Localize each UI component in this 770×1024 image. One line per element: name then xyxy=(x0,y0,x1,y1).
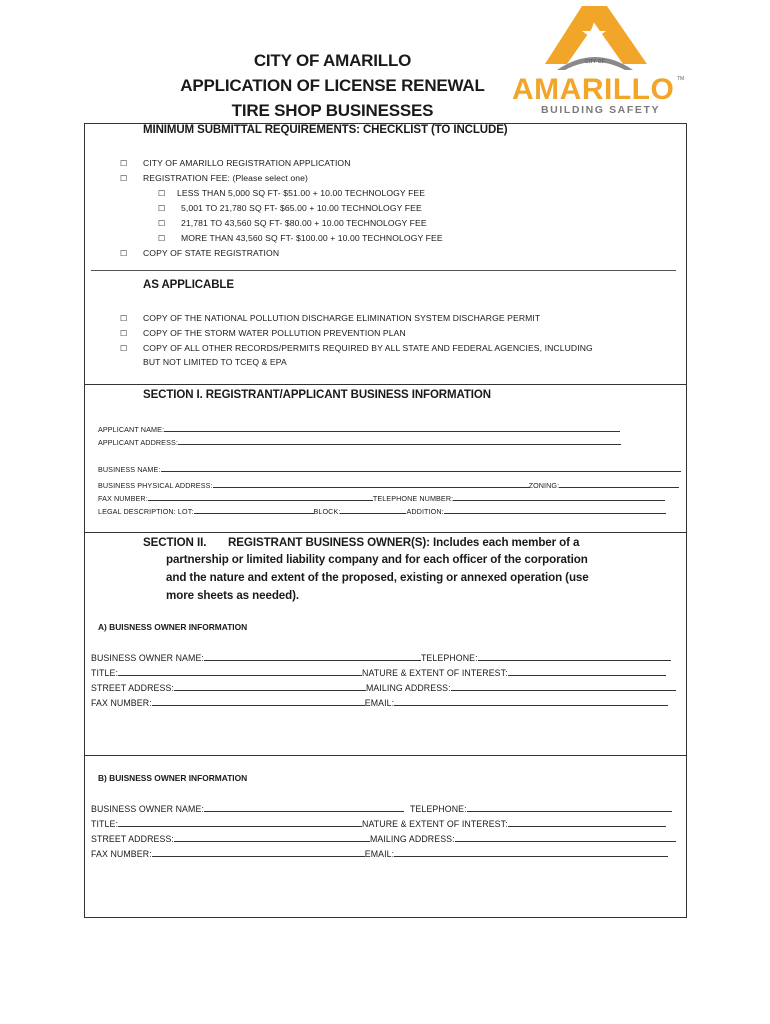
logo-tm: TM xyxy=(677,76,685,82)
fax-label: FAX NUMBER: xyxy=(98,494,148,503)
title-line-1: CITY OF AMARILLO xyxy=(253,51,412,70)
owner-b-telephone-label: TELEPHONE: xyxy=(409,804,467,814)
section2-heading-l1: REGISTRANT BUSINESS OWNER(S): Includes each member of a xyxy=(228,536,580,549)
owner-b-street-input[interactable] xyxy=(174,832,370,842)
item-other-records: COPY OF ALL OTHER RECORDS/PERMITS REQUIRED BY ALL STATE AND FEDERAL AGENCIES, INCLUDING xyxy=(143,343,593,353)
owner-b-row1 xyxy=(91,802,672,814)
telephone-number-input[interactable] xyxy=(453,491,665,501)
owner-a-nature-label: NATURE & EXTENT OF INTEREST: xyxy=(362,668,508,678)
section1-top-border xyxy=(84,384,687,385)
checkbox-swppp[interactable]: ☐ xyxy=(120,329,128,338)
section2-label: SECTION II. xyxy=(143,536,207,549)
box-left-border xyxy=(84,123,85,918)
zoning-input[interactable] xyxy=(559,478,679,488)
owner-b-telephone-input[interactable] xyxy=(467,802,672,812)
owner-a-name-input[interactable] xyxy=(204,651,421,661)
owner-a-title-label: TITLE: xyxy=(91,668,118,678)
fee-option-1: LESS THAN 5,000 SQ FT- $51.00 + 10.00 TECHNOLOGY FEE xyxy=(177,188,426,198)
legal-row xyxy=(98,504,666,516)
fax-input[interactable] xyxy=(148,491,373,501)
checkbox-other-records[interactable]: ☐ xyxy=(120,344,128,353)
owner-b-row4 xyxy=(91,847,668,859)
item-swppp: COPY OF THE STORM WATER POLLUTION PREVENTION PLAN xyxy=(143,328,406,338)
fax-row xyxy=(98,491,665,503)
item-other-records-cont: BUT NOT LIMITED TO TCEQ & EPA xyxy=(143,357,287,367)
business-name-row xyxy=(98,462,681,474)
checkbox-fee-4[interactable]: ☐ xyxy=(158,234,166,243)
owner-b-top-border xyxy=(84,755,687,756)
owner-a-name-label: BUSINESS OWNER NAME: xyxy=(91,653,204,663)
section1-heading: SECTION I. REGISTRANT/APPLICANT BUSINESS INFORMATION xyxy=(143,389,491,401)
owner-b-mailing-label: MAILING ADDRESS: xyxy=(369,834,455,844)
owner-b-email-input[interactable] xyxy=(394,847,668,857)
owner-a-title: A) BUISNESS OWNER INFORMATION xyxy=(98,622,248,632)
item-registration-app: CITY OF AMARILLO REGISTRATION APPLICATION xyxy=(143,158,351,168)
owner-a-email-label: EMAIL: xyxy=(364,698,395,708)
checkbox-fee-1[interactable]: ☐ xyxy=(158,189,166,198)
owner-a-row1 xyxy=(91,651,671,663)
checkbox-fee-3[interactable]: ☐ xyxy=(158,219,166,228)
section2-heading-l4: more sheets as needed). xyxy=(166,589,300,602)
item-registration-fee: REGISTRATION FEE: (Please select one) xyxy=(143,173,308,183)
applicant-name-input[interactable] xyxy=(164,422,620,432)
owner-a-street-label: STREET ADDRESS: xyxy=(91,683,174,693)
block-label: BLOCK: xyxy=(313,507,341,516)
lot-input[interactable] xyxy=(194,504,314,514)
applicant-name-label: APPLICANT NAME: xyxy=(98,425,165,434)
owner-b-fax-input[interactable] xyxy=(152,847,365,857)
box-bottom-border xyxy=(84,917,687,918)
owner-b-name-input[interactable] xyxy=(204,802,404,812)
logo-cityof: CITY OF xyxy=(585,59,605,65)
box-right-border xyxy=(686,123,687,918)
owner-b-title: B) BUISNESS OWNER INFORMATION xyxy=(98,773,248,783)
owner-b-fax-label: FAX NUMBER: xyxy=(91,849,152,859)
legal-lot-label: LEGAL DESCRIPTION: LOT: xyxy=(98,507,194,516)
owner-b-row3 xyxy=(91,832,676,844)
owner-b-street-label: STREET ADDRESS: xyxy=(91,834,174,844)
separator-line xyxy=(91,270,676,271)
owner-b-nature-label: NATURE & EXTENT OF INTEREST: xyxy=(362,819,508,829)
checklist-heading: MINIMUM SUBMITTAL REQUIREMENTS: CHECKLIST (TO INCLUDE) xyxy=(143,124,508,136)
physical-address-row xyxy=(98,478,679,490)
checkbox-registration-fee[interactable]: ☐ xyxy=(120,174,128,183)
checkbox-fee-2[interactable]: ☐ xyxy=(158,204,166,213)
business-name-label: BUSINESS NAME: xyxy=(98,465,161,474)
owner-a-fax-label: FAX NUMBER: xyxy=(91,698,152,708)
applicant-address-input[interactable] xyxy=(178,435,621,445)
owner-a-row4 xyxy=(91,696,668,708)
owner-a-nature-input[interactable] xyxy=(508,666,666,676)
physical-address-input[interactable] xyxy=(213,478,529,488)
owner-a-fax-input[interactable] xyxy=(152,696,365,706)
title-line-3: TIRE SHOP BUSINESSES xyxy=(231,101,434,120)
owner-b-mailing-input[interactable] xyxy=(455,832,676,842)
owner-a-title-input[interactable] xyxy=(118,666,362,676)
physical-address-label: BUSINESS PHYSICAL ADDRESS: xyxy=(98,481,213,490)
owner-a-row3 xyxy=(91,681,676,693)
checkbox-registration-app[interactable]: ☐ xyxy=(120,159,128,168)
checkbox-state-registration[interactable]: ☐ xyxy=(120,249,128,258)
addition-label: ADDITION: xyxy=(406,507,444,516)
section2-top-border xyxy=(84,532,687,533)
business-name-input[interactable] xyxy=(161,462,681,472)
owner-b-name-label: BUSINESS OWNER NAME: xyxy=(91,804,204,814)
owner-a-street-input[interactable] xyxy=(174,681,366,691)
owner-a-mailing-input[interactable] xyxy=(451,681,676,691)
owner-b-nature-input[interactable] xyxy=(508,817,666,827)
fee-option-3: 21,781 TO 43,560 SQ FT- $80.00 + 10.00 TECHNOLOGY FEE xyxy=(181,218,427,228)
fee-option-4: MORE THAN 43,560 SQ FT- $100.00 + 10.00 TECHNOLOGY FEE xyxy=(181,233,443,243)
owner-a-mailing-label: MAILING ADDRESS: xyxy=(365,683,451,693)
fee-option-2: 5,001 TO 21,780 SQ FT- $65.00 + 10.00 TECHNOLOGY FEE xyxy=(181,203,422,213)
owner-a-telephone-input[interactable] xyxy=(478,651,671,661)
owner-a-email-input[interactable] xyxy=(394,696,668,706)
item-npdes: COPY OF THE NATIONAL POLLUTION DISCHARGE ELIMINATION SYSTEM DISCHARGE PERMIT xyxy=(143,313,541,323)
title-line-2: APPLICATION OF LICENSE RENEWAL xyxy=(180,76,485,95)
addition-input[interactable] xyxy=(444,504,666,514)
section2-heading-l3: and the nature and extent of the proposed, existing or annexed operation (use xyxy=(166,571,589,584)
applicant-address-row xyxy=(98,435,621,447)
owner-a-telephone-label: TELEPHONE: xyxy=(420,653,478,663)
logo-name: AMARILLO xyxy=(512,73,675,106)
applicant-name-row xyxy=(98,422,620,434)
block-input[interactable] xyxy=(340,504,406,514)
applicant-address-label: APPLICANT ADDRESS: xyxy=(98,438,178,447)
telephone-number-label: TELEPHONE NUMBER: xyxy=(372,494,454,503)
item-state-registration: COPY OF STATE REGISTRATION xyxy=(143,248,280,258)
owner-b-title-input[interactable] xyxy=(118,817,362,827)
zoning-label: ZONING: xyxy=(528,481,560,490)
owner-b-title-label: TITLE: xyxy=(91,819,118,829)
checkbox-npdes[interactable]: ☐ xyxy=(120,314,128,323)
amarillo-logo xyxy=(505,4,695,119)
owner-b-row2 xyxy=(91,817,666,829)
owner-b-email-label: EMAIL: xyxy=(364,849,395,859)
logo-subtitle: BUILDING SAFETY xyxy=(541,104,661,116)
applicable-heading: AS APPLICABLE xyxy=(143,279,234,291)
owner-a-row2 xyxy=(91,666,666,678)
section2-heading-l2: partnership or limited liability company and for each officer of the corporation xyxy=(166,553,588,566)
